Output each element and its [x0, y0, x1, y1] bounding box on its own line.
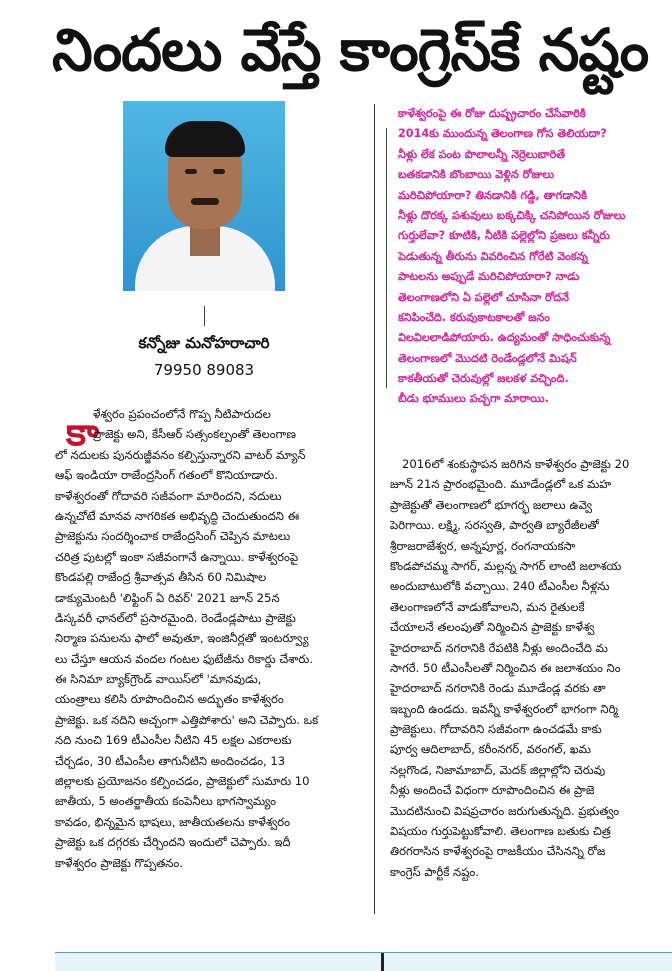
article-line: ప్రాజెక్టు ఒక దగ్గరకు చేర్చిందని ఇందులో చెప్పారు. ఇదీ: [55, 835, 291, 850]
article-line: లు చేస్తూ ఆయన వందల గంటల ఫుటేజీను రికార్డు చేశారు.: [55, 651, 313, 666]
article-line: కావడం, భిన్నమైన భాషలు, జాతీయతలను కాళేశ్వరం: [55, 814, 291, 829]
article-line: ప్రాజెక్టును సందర్శించాక రాజేంద్రసింగ్ చెప్పిన మాటలు: [55, 529, 291, 544]
article-column-right: [390, 454, 672, 882]
article-line: పూర్వ ఆదిలాబాద్, కరీంనగర్, వరంగల్, ఖమ: [390, 742, 591, 757]
article-line: అందుబాటులోకి వచ్చాయి. 240 టీఎంసీల నీళ్లను: [390, 579, 610, 594]
author-photo: [123, 101, 285, 291]
next-article-strip: [55, 952, 672, 971]
article-line: విషయం గుర్తుపెట్టుకోవాలి. తెలంగాణ బతుకు చిత్ర: [390, 824, 611, 839]
column-divider: [374, 104, 375, 914]
article-line: కాళేశ్వరం ప్రాజెక్టు గొప్పతనం.: [55, 855, 183, 870]
pull-quote-line: నీళ్లు దొరక్క పశువులు బక్కచిక్కి చనిపోయిన రోజులు: [398, 208, 626, 222]
article-line: ప్రాజెక్టు. ఒక నదిని అచ్చంగా ఎత్తిపోశారు' అని చెప్పారు. ఒక: [55, 712, 319, 727]
article-column-left: [55, 404, 365, 873]
article-line: పెరిగాయి. లక్ష్మి, సరస్వతి, పార్వతి బ్యారేజీలతో: [390, 518, 599, 533]
pull-quote-line: బీడు భూములు పచ్చగా మారాయి.: [398, 392, 549, 406]
article-line: కాంగ్రెస్ పార్టీకే నష్టం.: [390, 864, 479, 879]
article-line: శ్రీరాజరాజేశ్వర, అన్నపూర్ణ, రంగనాయకసా: [390, 538, 576, 553]
pull-quote-line: పెడుతున్న తీరును వివరించిన గోరేటి వెంకన్న: [398, 249, 588, 263]
pull-quote-line: 2014కు ముందున్న తెలంగాణ గోస తెలియదా?: [398, 127, 607, 141]
pull-quote-line: మరిచిపోయారా? తినడానికి గడ్డి, తాగడానికి: [398, 188, 587, 202]
pull-quote: [398, 104, 672, 410]
article-line: 2016లో శంకుస్థాపన జరిగిన కాళేశ్వరం ప్రాజెక్టు 20: [402, 457, 630, 471]
pull-quote-line: బతకడానికి బొంబాయి వెళ్లిన రోజులు: [398, 168, 555, 182]
strip-separator: [381, 953, 384, 971]
article-line: కొండపల్లి రాజేంద్ర శ్రీవాత్సవ తీసిన 60 నిమిషాల: [55, 570, 267, 585]
article-line: హైదరాబాద్ నగరానికి రేపటికి నీళ్లు అందించేది మ: [390, 640, 608, 655]
pull-quote-line: తెలంగాణలో మొదటి రెండేండ్లలోనే మిషన్: [398, 351, 577, 365]
pull-quote-rule: [386, 128, 387, 388]
pull-quote-line: తెలంగాణలోని ఏ పల్లెలో చూసినా రోదనే: [398, 290, 569, 304]
pull-quote-line: కనిపించేది. కరువుకాటకాలతో జనం: [398, 310, 550, 324]
article-line: జాతీయ, 5 అంతర్జాతీయ కంపెనీలు భాగస్వామ్యం: [55, 794, 276, 809]
article-line: హైదరాబాద్ నగరానికి రెండు మూడేండ్ల వరకు తా: [390, 681, 606, 696]
article-line: ప్రాజెక్టులు. గోదావరిని సజీవంగా ఉంచడమే కాకు: [390, 722, 602, 737]
article-line: ఇబ్బంది ఉండదు. ఇవన్నీ కాళేశ్వరంలో భాగంగా నిర్మి: [390, 701, 619, 716]
article-line: ళేశ్వరం ప్రపంచంలోనే గొప్ప నీటిపారుదల: [93, 407, 271, 421]
article-line: డాక్యుమెంటరీ 'లిఫ్టింగ్ ఏ రివర్' 2021 జూన్ 25న: [55, 590, 280, 605]
article-line: యంత్రాలు కలిసి రూపొందించిన అద్భుతం కాళేశ్వరం: [55, 692, 284, 707]
pull-quote-line: కాకతీయతో చెరువుల్లో జలకళ వచ్చింది.: [398, 372, 569, 386]
byline-rule: [204, 306, 205, 326]
article-line: తిరగరాసిన కాళేశ్వరంపై రాజకీయం చేసినన్ని రోజ: [390, 844, 606, 859]
article-line: చేర్చడం, 30 టీఎంసీల తాగునీటిని అందించడం, 13: [55, 753, 286, 768]
article-line: ప్రాజెక్టు అని, కేసీఆర్ సత్సంకల్పంతో తెలంగాణ: [93, 427, 296, 442]
pull-quote-line: గుర్తులేవా? కూటికి, నీటికి పల్లెల్లోని ప్రజలు కన్నీరు: [398, 229, 610, 243]
article-line: కాళేశ్వరంతో గోదావరి సజీవంగా మారిందని, నదులు: [55, 488, 282, 503]
article-line: కొండపోచమ్మ సాగర్, మల్లన్న సాగర్ లాంటి జలాశయ: [390, 558, 622, 573]
article-line: ప్రాజెక్టుతో తెలంగాణలో భూగర్భ జలాలు ఉవ్వె: [390, 497, 593, 512]
article-line: ఈ సినిమా బ్యాక్‌గ్రౌండ్ వాయిస్‌లో 'మానవుడు,: [55, 672, 262, 687]
drop-cap: కా: [66, 410, 99, 454]
pull-quote-line: విలవిలలాడిపోయారు. ఉద్యమంతో సాధించుకున్న: [398, 331, 611, 345]
article-line: చరిత్ర పుటల్లో ఇంకా సజీవంగానే ఉన్నాయి. కాళేశ్వరంపై: [55, 549, 299, 564]
article-line: చేయాలనే తలంపుతో నిర్మించిన ప్రాజెక్టు కాళేశ్వ: [390, 620, 595, 635]
pull-quote-line: నీళ్లు లేక పంట పొలాలన్నీ నెర్రెలుబారితే: [398, 147, 565, 161]
pull-quote-line: పాటలను అప్పుడే మరిచిపోయారా? నాడు: [398, 270, 580, 284]
article-line: జిల్లాలకు ప్రయోజనం కల్పించడం, ప్రాజెక్టులో సుమారు 10: [55, 774, 310, 789]
pull-quote-line: కాళేశ్వరంపై ఈ రోజు దుష్ప్రచారం చేసేవారికి: [398, 107, 586, 120]
article-line: నిర్మాణ పనులను ఫాలో అవుతూ, ఇంజినీర్లతో ఇంటర్వ్యూ: [55, 631, 309, 646]
article-line: నీళ్లు అందించే విధంగా రూపొందించిన ఈ ప్రాజె: [390, 783, 595, 798]
author-name: కన్నోజు మనోహరాచారి: [138, 334, 270, 352]
article-line: సాగరే. 50 టీఎంసీలతో నిర్మించిన ఈ జలాశయం నిం: [390, 660, 621, 675]
headline: నిందలు వేస్తే కాంగ్రెస్‌కే నష్టం: [52, 16, 649, 84]
article-line: ఆఫ్ ఇండియా రాజేంద్రసింగ్ గతంలో కొనియాడారు.: [55, 468, 278, 483]
article-line: నది నుంచి 169 టీఎంసీల నీటిని 45 లక్షల ఎకరాలకు: [55, 733, 292, 748]
article-line: తెలంగాణలోనే వాడుకోవాలని, మన రైతులకే: [390, 599, 585, 614]
article-line: నల్లగొండ, నిజామాబాద్, మెదక్ జిల్లాల్లోని చెరువు: [390, 762, 606, 777]
article-line: ఉన్నచోటే మానవ నాగరికత అభివృద్ధి చెందుతుందని ఈ: [55, 508, 300, 523]
author-phone: 79950 89083: [153, 361, 255, 379]
article-line: డిస్కవరీ ఛానల్‌లో ప్రసారమైంది. రెండేండ్లపాటు ప్రాజెక్టు: [55, 610, 296, 625]
article-line: మొదటినుంచి విషప్రచారం జరుగుతున్నది. ప్రభుత్వం: [390, 803, 620, 818]
article-line: లో నదులకు పునరుజ్జీవనం కల్పిస్తున్నారని వాటర్ మ్యాన్: [55, 447, 306, 462]
article-line: జూన్ 21న ప్రారంభమైంది. మూడేండ్లలో ఒక మహ: [390, 477, 612, 492]
